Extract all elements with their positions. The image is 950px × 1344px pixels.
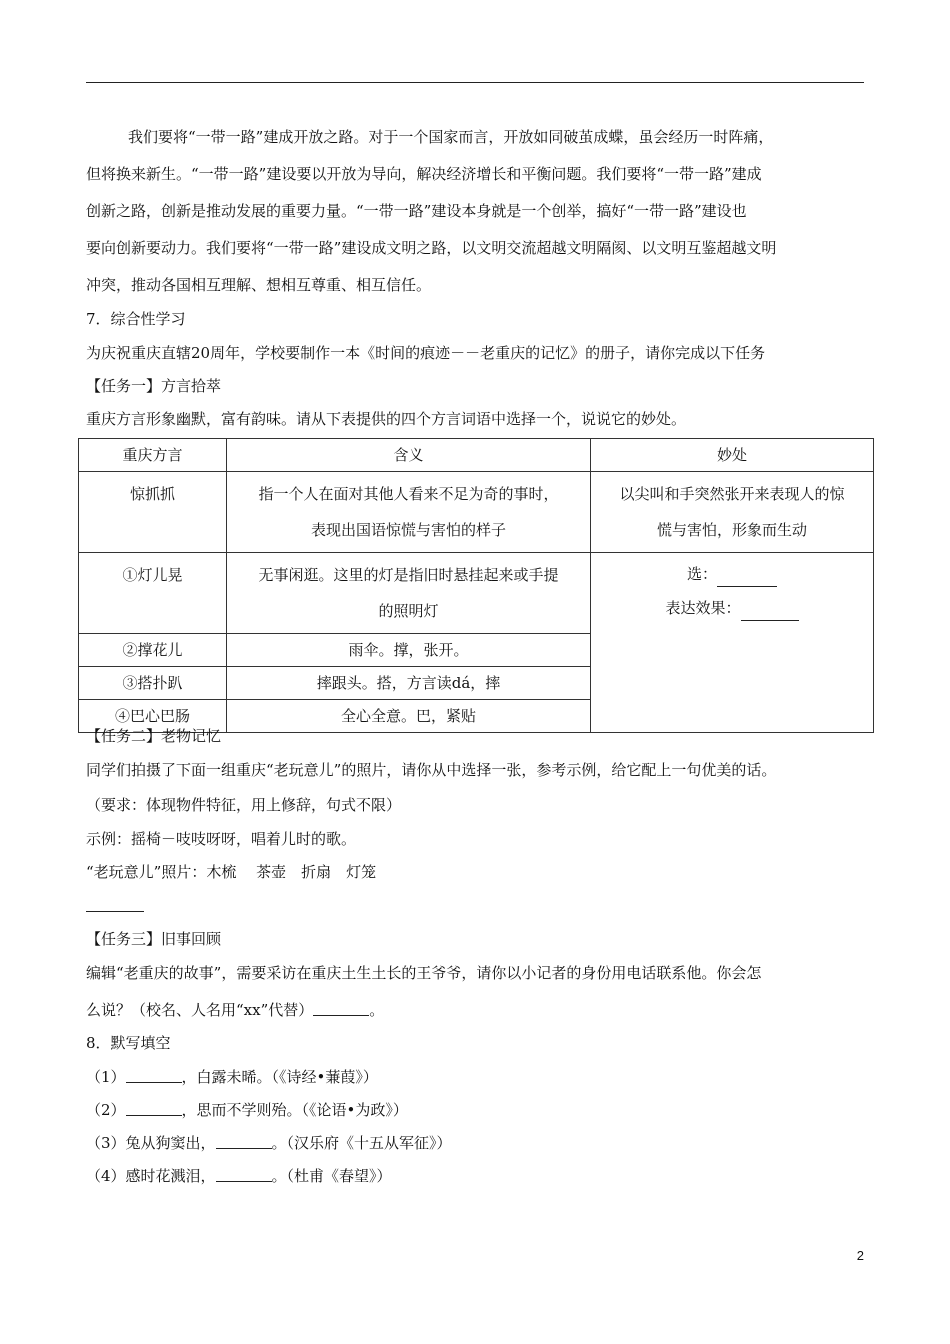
fill-blank-1[interactable] xyxy=(126,1081,182,1083)
select-blank[interactable] xyxy=(717,585,777,587)
header-rule xyxy=(86,82,864,83)
effect-example-line-2: 慌与害怕，形象而生动 xyxy=(656,521,807,539)
task-3-answer-blank[interactable] xyxy=(313,1014,369,1016)
passage-line-3: 创新之路，创新是推动发展的重要力量。“一带一路”建设本身就是一个创举，搞好“一带一路”建设也 xyxy=(86,202,747,220)
effect-answer: 表达效果： xyxy=(601,591,863,625)
question-7-title: 7．综合性学习 xyxy=(86,310,186,328)
answer-cell xyxy=(591,553,874,733)
effect-blank[interactable] xyxy=(741,619,799,621)
fill-item-1: （1） ，白露未晞。（《诗经•蒹葭》） xyxy=(86,1068,378,1086)
term-3: ③搭扑趴 xyxy=(79,667,227,700)
header-effect: 妙处 xyxy=(591,439,874,472)
table-row xyxy=(79,553,874,634)
meaning-1-line-1: 无事闲逛。这里的灯是指旧时悬挂起来或手提 xyxy=(258,566,559,584)
effect-example-line-1: 以尖叫和手突然张开来表现人的惊 xyxy=(619,485,845,503)
meaning-1-line-2: 的照明灯 xyxy=(378,602,439,620)
task-1-text: 重庆方言形象幽默，富有韵味。请从下表提供的四个方言词语中选择一个，说说它的妙处。 xyxy=(86,410,687,428)
meaning-4: 全心全意。巴，紧贴 xyxy=(227,700,591,733)
term-4: ④巴心巴肠 xyxy=(79,700,227,733)
fill-item-4: （4）感时花溅泪， 。（杜甫《春望》） xyxy=(86,1167,392,1185)
dialect-table xyxy=(78,438,874,733)
effect-example xyxy=(591,472,874,553)
passage-line-1: 我们要将“一带一路”建成开放之路。对于一个国家而言，开放如同破茧成蝶，虽会经历一时阵痛， xyxy=(128,128,774,146)
task-1-heading: 【任务一】方言拾萃 xyxy=(86,377,222,395)
passage-line-2: 但将换来新生。“一带一路”建设要以开放为导向，解决经济增长和平衡问题。我们要将“一带一路”建成 xyxy=(86,165,762,183)
task-2-heading: 【任务二】老物记忆 xyxy=(86,727,222,745)
task-3-line-2: 么说？（校名、人名用“xx”代替） 。 xyxy=(86,1001,385,1019)
header-dialect: 重庆方言 xyxy=(79,439,227,472)
table-row-example xyxy=(79,472,874,553)
fill-blank-4[interactable] xyxy=(216,1180,272,1182)
header-meaning: 含义 xyxy=(227,439,591,472)
meaning-3: 摔跟头。搭，方言读dá，摔 xyxy=(227,667,591,700)
passage-line-4: 要向创新要动力。我们要将“一带一路”建设成文明之路，以文明交流超越文明隔阂、以文明互鉴超越文明 xyxy=(86,239,777,257)
meaning-example-line-2: 表现出国语惊慌与害怕的样子 xyxy=(310,521,506,539)
question-7-intro: 为庆祝重庆直辖20周年，学校要制作一本《时间的痕迹－－老重庆的记忆》的册子，请你完成以下任务 xyxy=(86,344,766,362)
question-8-title: 8．默写填空 xyxy=(86,1034,171,1052)
task-2-requirement: （要求：体现物件特征，用上修辞，句式不限） xyxy=(86,796,402,814)
term-1: ①灯儿晃 xyxy=(79,553,227,634)
meaning-1 xyxy=(227,553,591,634)
meaning-2: 雨伞。撑，张开。 xyxy=(227,634,591,667)
task-2-photos: “老玩意儿”照片：木梳 茶壶 折扇 灯笼 xyxy=(86,863,377,881)
meaning-example-line-1: 指一个人在面对其他人看来不足为奇的事时， xyxy=(258,485,559,503)
task-3-line-1: 编辑“老重庆的故事”，需要采访在重庆土生土长的王爷爷，请你以小记者的身份用电话联系他。你会怎 xyxy=(86,964,762,982)
fill-item-2: （2） ，思而不学则殆。（《论语•为政》） xyxy=(86,1101,408,1119)
passage-line-5: 冲突，推动各国相互理解、想相互尊重、相互信任。 xyxy=(86,276,432,294)
fill-blank-3[interactable] xyxy=(216,1147,272,1149)
fill-blank-2[interactable] xyxy=(126,1114,182,1116)
task-2-example: 示例：摇椅－吱吱呀呀，唱着儿时的歌。 xyxy=(86,830,357,848)
term-example: 惊抓抓 xyxy=(79,472,227,553)
meaning-example xyxy=(227,472,591,553)
task-2-answer-blank[interactable] xyxy=(86,911,144,912)
task-3-heading: 【任务三】旧事回顾 xyxy=(86,930,222,948)
page-number: 2 xyxy=(856,1248,864,1263)
task-2-text: 同学们拍摄了下面一组重庆“老玩意儿”的照片，请你从中选择一张，参考示例，给它配上一句优美的话。 xyxy=(86,761,777,779)
table-header-row xyxy=(79,439,874,472)
fill-item-3: （3）兔从狗窦出， 。（汉乐府《十五从军征》） xyxy=(86,1134,452,1152)
select-answer: 选： xyxy=(601,557,863,591)
term-2: ②撑花儿 xyxy=(79,634,227,667)
